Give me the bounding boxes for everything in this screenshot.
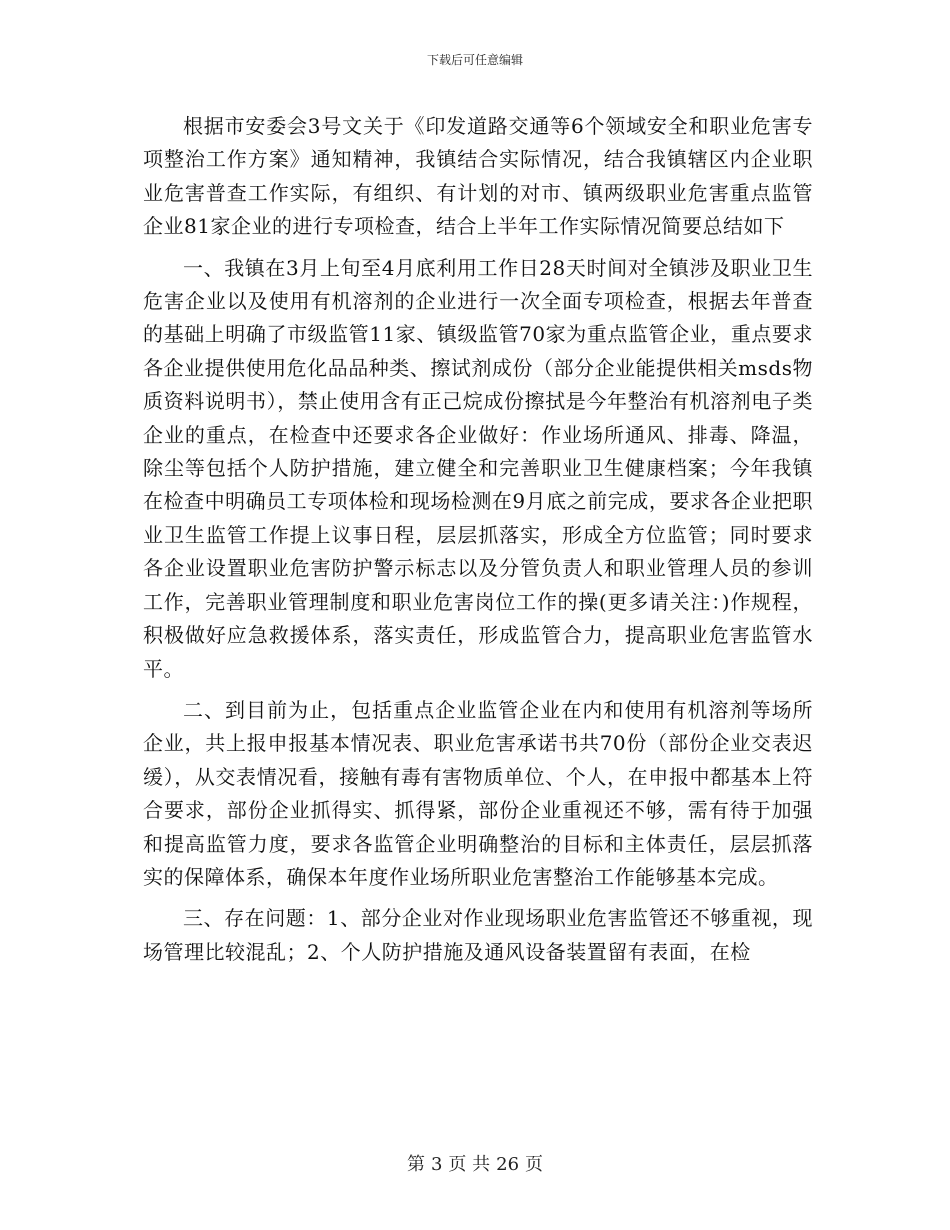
paragraph-section-2: 二、到目前为止，包括重点企业监管企业在内和使用有机溶剂等场所企业，共上报申报基本情况表、职业危害承诺书共70份（部份企业交表迟缓），从交表情况看，接触有毒有害物质单位、个人，在申报中都基本上符合要求，部份企业抓得实、抓得紧，部份企业重视还不够，需有待于加强和提高监管力度，要求各监管企业明确整治的目标和主体责任，层层抓落实的保障体系，确保本年度作业场所职业危害整治工作能够基本完成。 [143, 697, 813, 889]
current-page-number: 3 [430, 1154, 443, 1175]
footer-middle: 页 共 [448, 1154, 491, 1175]
footer-prefix: 第 [406, 1154, 425, 1175]
total-page-count: 26 [496, 1154, 520, 1175]
document-body [143, 110, 813, 977]
paragraph-section-3: 三、存在问题：1、部分企业对作业现场职业危害监管还不够重视，现场管理比较混乱；2、个人防护措施及通风设备装置留有表面，在检 [143, 906, 813, 964]
paragraph-intro: 根据市安委会3号文关于《印发道路交通等6个领域安全和职业危害专项整治工作方案》通知精神，我镇结合实际情况，结合我镇辖区内企业职业危害普查工作实际，有组织、有计划的对市、镇两级职业危害重点监管企业81家企业的进行专项检查，结合上半年工作实际情况简要总结如下 [143, 114, 813, 239]
header-note: 下载后可任意编辑 [426, 53, 523, 67]
footer-suffix: 页 [525, 1154, 544, 1175]
page-footer [0, 1154, 950, 1176]
page-header [0, 52, 950, 68]
paragraph-section-1: 一、我镇在3月上旬至4月底利用工作日28天时间对全镇涉及职业卫生危害企业以及使用有机溶剂的企业进行一次全面专项检查，根据去年普查的基础上明确了市级监管11家、镇级监管70家为重点监管企业，重点要求各企业提供使用危化品品种类、擦试剂成份（部分企业能提供相关msds物质资料说明书），禁止使用含有正己烷成份擦拭是今年整治有机溶剂电子类企业的重点，在检查中还要求各企业做好：作业场所通风、排毒、降温，除尘等包括个人防护措施，建立健全和完善职业卫生健康档案；今年我镇在检查中明确员工专项体检和现场检测在9月底之前完成，要求各企业把职业卫生监管工作提上议事日程，层层抓落实，形成全方位监管；同时要求各企业设置职业危害防护警示标志以及分管负责人和职业管理人员的参训工作，完善职业管理制度和职业危害岗位工作的操(更多请关注：)作规程，积极做好应急救援体系，落实责任，形成监管合力，提高职业危害监管水平。 [143, 255, 813, 681]
